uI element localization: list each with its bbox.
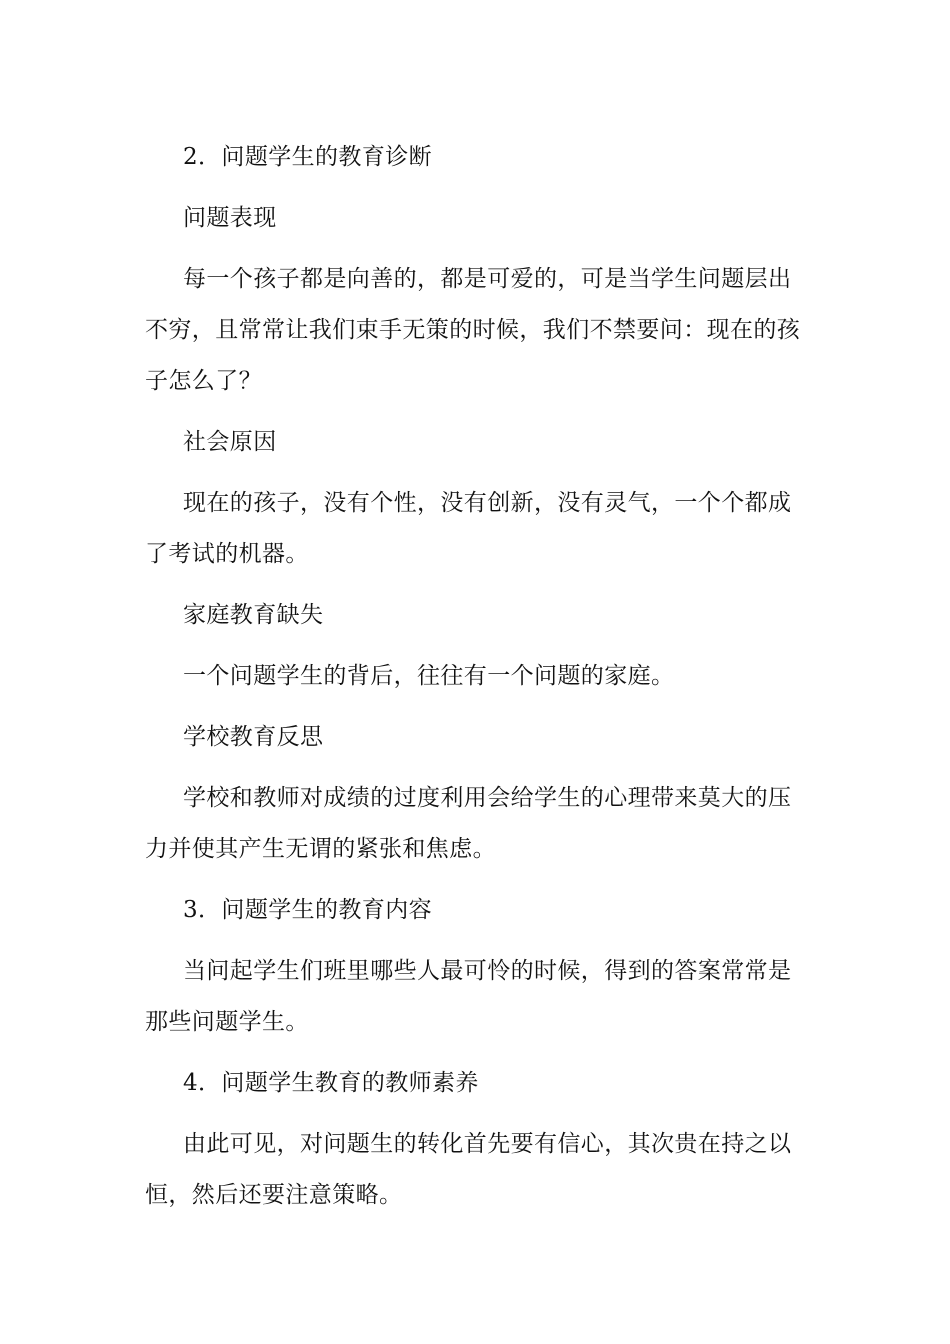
section-2-heading: 2．问题学生的教育诊断 xyxy=(183,144,433,170)
paragraph-education-content: 当问起学生们班里哪些人最可怜的时候，得到的答案常常是那些问题学生。 xyxy=(145,958,792,1035)
section-4-heading: 4．问题学生教育的教师素养 xyxy=(183,1070,479,1096)
document-body xyxy=(145,132,805,1221)
subheading-family-education: 家庭教育缺失 xyxy=(183,602,324,628)
paragraph-family-education: 一个问题学生的背后，往往有一个问题的家庭。 xyxy=(183,663,675,689)
subheading-social-causes: 社会原因 xyxy=(183,429,277,455)
section-3-heading: 3．问题学生的教育内容 xyxy=(183,897,433,923)
subheading-problem-manifestation: 问题表现 xyxy=(183,205,277,231)
paragraph-teacher-literacy: 由此可见，对问题生的转化首先要有信心，其次贵在持之以恒，然后还要注意策略。 xyxy=(145,1131,792,1208)
paragraph-problem-manifestation: 每一个孩子都是向善的，都是可爱的，可是当学生问题层出不穷，且常常让我们束手无策的时候，我们不禁要问：现在的孩子怎么了？ xyxy=(145,266,801,394)
subheading-school-reflection: 学校教育反思 xyxy=(183,724,324,750)
paragraph-social-causes: 现在的孩子，没有个性，没有创新，没有灵气，一个个都成了考试的机器。 xyxy=(145,490,792,567)
paragraph-school-reflection: 学校和教师对成绩的过度利用会给学生的心理带来莫大的压力并使其产生无谓的紧张和焦虑。 xyxy=(145,785,792,862)
